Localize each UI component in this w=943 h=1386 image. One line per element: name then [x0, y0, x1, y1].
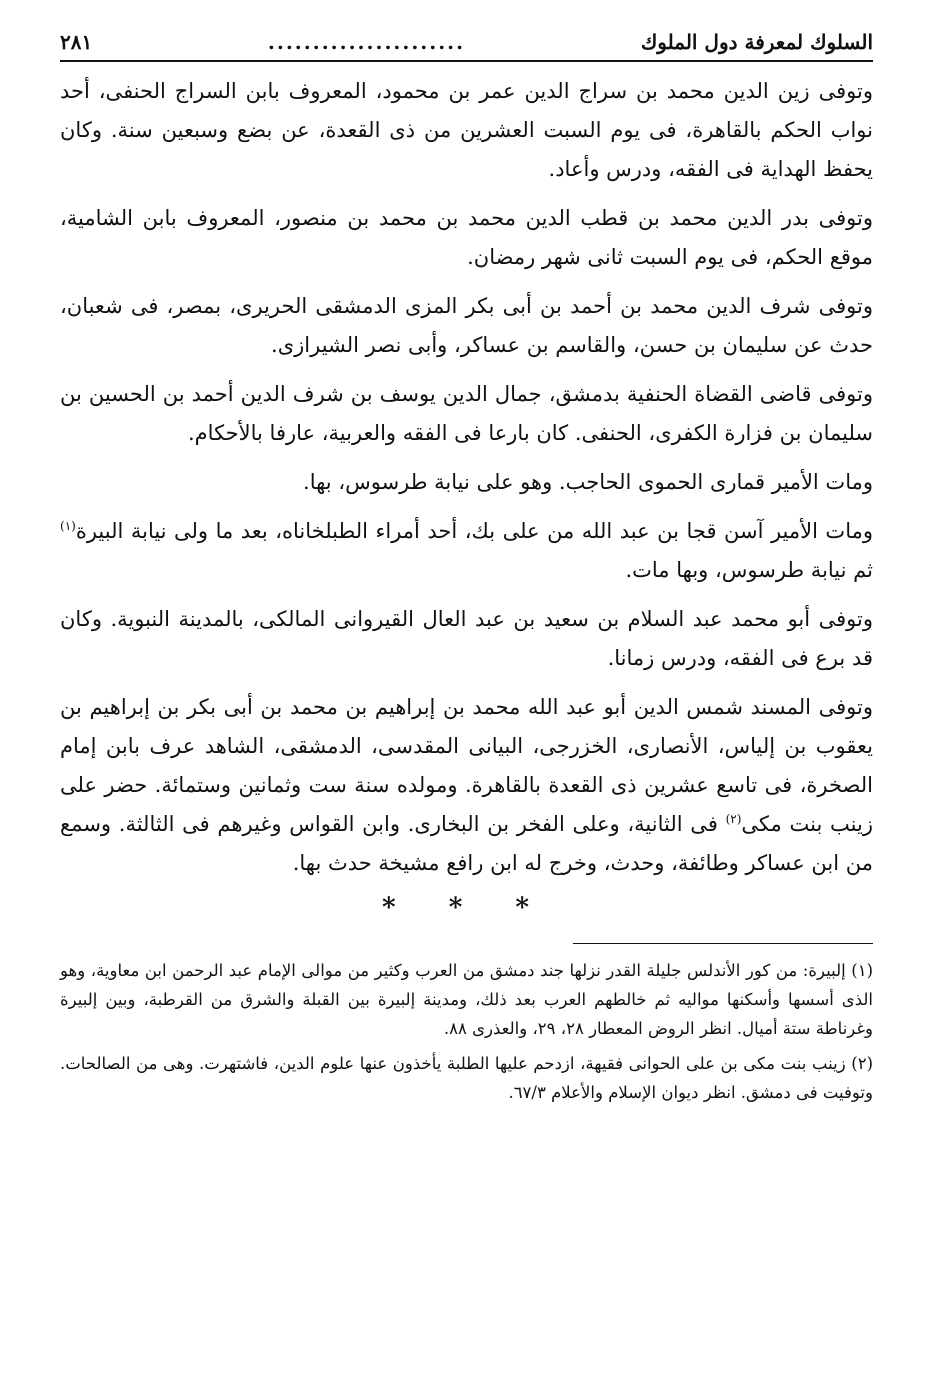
obituary-paragraph: ومات الأمير قمارى الحموى الحاجب. وهو على نيابة طرسوس، بها. — [303, 470, 873, 494]
page-number: ٢٨١ — [60, 30, 93, 54]
footnote-marker[interactable]: (٢) — [725, 812, 742, 826]
obituary-paragraph: وتوفى شرف الدين محمد بن أحمد بن أبى بكر المزى الدمشقى الحريرى، بمصر، فى شعبان، حدث عن سليمان بن حسن، والقاسم بن عساكر، وأبى نصر الشيرازى. — [60, 294, 873, 357]
obituary-paragraph — [60, 688, 873, 883]
footnote-marker[interactable]: (١) — [60, 519, 76, 533]
paragraph-text: فى الثانية، وعلى الفخر بن البخارى. وابن القواس وغيرهم فى الثالثة. وسمع من ابن عساكر وطائفة، وحدث، وخرج له ابن رافع مشيخة حدث بها. — [60, 812, 873, 875]
paragraph-text: ومات الأمير آسن قجا بن عبد الله من على بك، أحد أمراء الطبلخاناه، بعد ما ولى نيابة البيرة — [75, 519, 873, 543]
book-title: السلوك لمعرفة دول الملوك — [640, 30, 873, 54]
footnote: (١) إلبيرة: من كور الأندلس جليلة القدر نزلها جند دمشق من العرب وكثير من موالى الإمام عبد الرحمن ابن معاوية، وهو الذى أسسها وأسكنها مواليه ثم خالطهم العرب بعد ذلك، ومدينة إلبيرة بين القبلة والشرق من القرطبة، وبين إلبيرة وغرناطة ستة أميال. انظر الروض المعطار ٢٨، ٢٩، والعذرى ٨٨. — [60, 961, 873, 1038]
obituary-paragraph — [60, 512, 873, 590]
header-leader-dots: ...................... — [267, 30, 466, 54]
obituary-paragraph: وتوفى بدر الدين محمد بن قطب الدين محمد بن محمد بن منصور، المعروف بابن الشامية، موقع الحكم، فى يوم السبت ثانى شهر رمضان. — [60, 206, 873, 269]
obituary-paragraph: وتوفى أبو محمد عبد السلام بن سعيد بن عبد العال القيروانى المالكى، بالمدينة النبوية. وكان قد برع فى الفقه، ودرس زمانا. — [60, 607, 873, 670]
running-header — [60, 30, 873, 62]
book-page — [60, 30, 873, 1113]
footnote: (٢) زينب بنت مكى بن على الحوانى فقيهة، ازدحم عليها الطلبة يأخذون عنها علوم الدين، فاشتهرت. وهى من الصالحات. وتوفيت فى دمشق. انظر ديوان الإسلام والأعلام ٦٧/٣. — [60, 1054, 873, 1102]
paragraph-text: وتوفى المسند شمس الدين أبو عبد الله محمد بن إبراهيم بن محمد بن أبى بكر بن إبراهيم بن يعقوب بن إلياس، الأنصارى، الخزرجى، البيانى المقدسى، الدمشقى، الشاهد عرف بابن إمام الصخرة، فى تاسع عشرين ذى القعدة بالقاهرة. ومولده سنة ست وثمانين وستمائة. حضر على زينب بنت مكى — [60, 695, 873, 836]
footnote-rule — [573, 943, 873, 944]
obituary-paragraph: وتوفى زين الدين محمد بن سراج الدين عمر بن محمود، المعروف بابن السراج الحنفى، أحد نواب الحكم بالقاهرة، فى يوم السبت العشرين من ذى القعدة، عن بضع وسبعين سنة. وكان يحفظ الهداية فى الفقه، ودرس وأعاد. — [60, 79, 873, 181]
paragraph-text: ثم نيابة طرسوس، وبها مات. — [625, 558, 873, 582]
obituary-paragraph: وتوفى قاضى القضاة الحنفية بدمشق، جمال الدين يوسف بن شرف الدين أحمد بن الحسين بن سليمان بن فزارة الكفرى، الحنفى. كان بارعا فى الفقه والعربية، عارفا بالأحكام. — [60, 382, 873, 445]
section-separator: * * * — [382, 893, 551, 923]
